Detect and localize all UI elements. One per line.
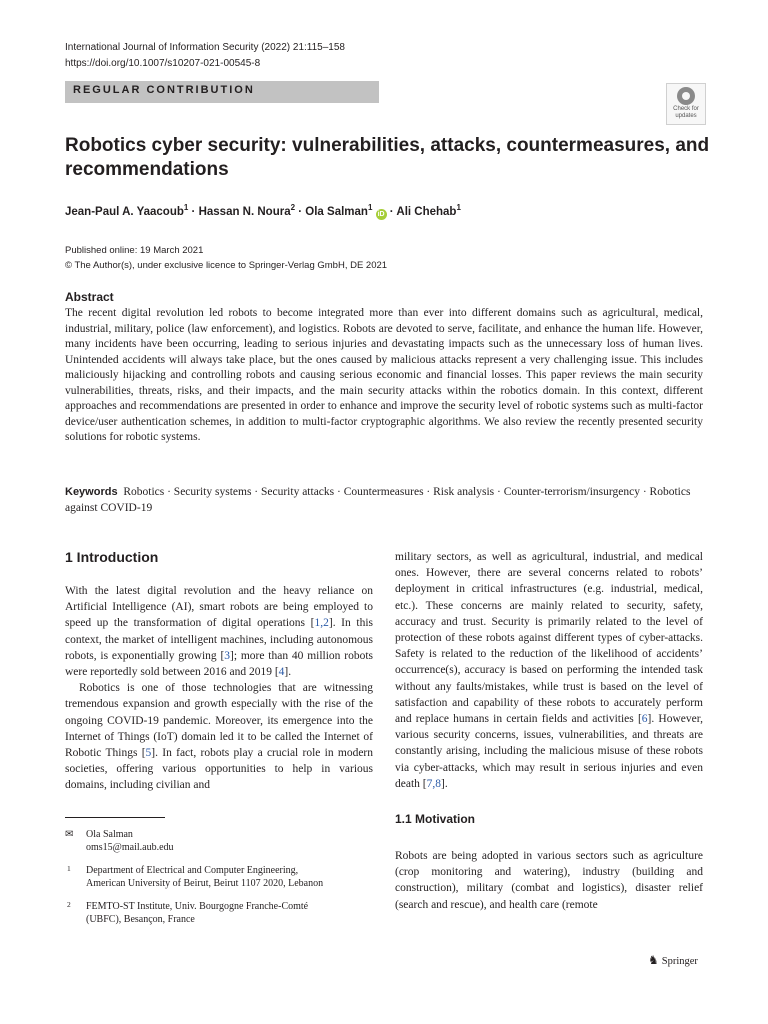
author-name: Ali Chehab [396,205,457,218]
keywords-list: Robotics · Security systems · Security attacks · Countermeasures · Risk analysis · Counter-terrorism/insurgency · Robotics against COVID-19 [65,486,691,514]
body-text: ]. [440,777,448,790]
author-name: Ola Salman [305,205,368,218]
crossmark-text-2: updates [675,113,697,119]
affiliation-number: 1 [67,864,71,873]
crossmark-text-1: Check for [673,106,699,112]
right-column [395,549,703,913]
author-separator: · [295,205,306,218]
author-affiliation-mark: 1 [183,203,189,212]
footnote-divider [65,817,165,818]
subsection-heading-motivation: 1.1 Motivation [395,812,476,827]
abstract-heading: Abstract [65,290,114,304]
author-name: Jean-Paul A. Yaacoub [65,205,184,218]
journal-citation [65,40,345,72]
corresponding-author-email[interactable]: oms15@mail.aub.edu [86,842,174,853]
author-list [65,203,461,220]
affiliation-line: FEMTO-ST Institute, Univ. Bourgogne Franche-Comté [86,901,309,912]
corresponding-author-name: Ola Salman [86,829,133,840]
journal-line: International Journal of Information Security (2022) 21:115–158 [65,42,345,53]
body-text: ]; more than 40 million robots were reportedly sold between 2016 and 2019 [ [65,649,373,679]
author-affiliation-mark: 1 [367,203,373,212]
section-heading-introduction: 1 Introduction [65,549,159,565]
article-type-label: REGULAR CONTRIBUTION [73,84,255,96]
doi-link[interactable]: https://doi.org/10.1007/s10207-021-00545-8 [65,58,261,69]
author-affiliation-mark: 2 [290,203,296,212]
motivation-paragraph: Robots are being adopted in various sectors such as agriculture (crop monitoring and watering), industry (building and construction), military (combat and logistics), disaster relief (search and rescue), and health care (remote [395,850,703,911]
copyright-notice: © The Author(s), under exclusive licence to Springer-Verlag GmbH, DE 2021 [65,260,388,271]
publication-info [65,243,387,273]
article-type-banner [65,81,379,103]
author-affiliation-mark: 1 [456,203,461,212]
keywords-label: Keywords [65,486,118,498]
body-text: ]. In this context, the market of intelligent machines, including autonomous robots, is exponentially growing [ [65,617,373,662]
corresponding-author-note [65,828,373,854]
footnotes [65,828,373,936]
crossmark-badge[interactable] [666,83,706,125]
citation-link[interactable]: 3 [224,649,231,662]
affiliation-number: 2 [67,900,71,909]
intro-paragraph-continued [395,549,703,792]
article-title: Robotics cyber security: vulnerabilities, attacks, countermeasures, and recommendations [65,135,710,180]
affiliation-note-2 [65,900,373,926]
affiliation-line: (UBFC), Besançon, France [86,914,195,925]
abstract-text: The recent digital revolution led robots to become integrated more than ever into different domains such as agricultural, medical, industrial, military, police (law enforcement), and logistics. Robots are devoted to serve, facilitate, and enhance the human life. However, many incidents have been occurring, leading to serious injuries and devastating impacts such as the unnecessary loss of human lives. Unintended accidents will always take place, but the ones caused by malicious attacks represent a very challenging issue. This includes maliciously hijacking and controlling robots and causing serious economic and financial losses. This paper reviews the main security vulnerabilities, threats, risks, and their impacts, and the main security attacks within the robotics domain. In this context, different approaches and recommendations are presented in order to enhance and improve the security level of robotic systems such as multi-factor device/user authentication schemes, in addition to multi-factor cryptographic algorithms. We also review the recently presented security solutions for robotic systems. [65,307,703,443]
intro-paragraph-2 [65,680,373,793]
affiliation-note-1 [65,864,373,890]
author-name: Hassan N. Noura [198,205,291,218]
author-separator: · [188,205,199,218]
affiliation-line: Department of Electrical and Computer Engineering, [86,865,299,876]
citation-link[interactable]: 5 [145,747,152,760]
left-column [65,549,373,794]
body-text: ]. [284,666,292,679]
crossmark-icon [677,87,695,105]
body-text: ]. However, various security concerns, issues, vulnerabilities, and threats are constantly arising, including the malicious misuse of these robots via cyber-attacks, which may result in serious injuries and even death [ [395,713,703,790]
body-text: ]. In fact, robots play a crucial role in modern societies, offering various opportunities to help in various domains, including civilian and [65,747,374,792]
body-text: Robotics is one of those technologies that are witnessing tremendous expansion and growth especially with the rise of the ongoing COVID-19 pandemic. Moreover, its emergence into the Internet of Things (IoT) domain led it to be called the Internet of Robotic Things [ [65,682,373,760]
springer-horse-icon: ♞ [648,953,659,967]
keywords [65,485,715,516]
author-separator: · [386,205,397,218]
citation-link[interactable]: 7,8 [426,777,441,790]
published-date: Published online: 19 March 2021 [65,245,204,256]
citation-link[interactable]: 6 [641,713,648,726]
publisher-name: Springer [661,956,698,967]
citation-link[interactable]: 4 [278,666,285,679]
citation-link[interactable]: 1,2 [314,617,329,630]
body-text: military sectors, as well as agricultural, industrial, and medical ones. However, there are several concerns related to robots’ deployment in critical infrastructures (e.g. industrial, medical, etc.). These concerns are mainly related to security, safety, accuracy and trust. Security is primarily related to the level of protection of these robots against different types of cyber-attacks. Safety is related to the reduction of the likelihood of accidents’ occurrence(s), accuracy is based on performing the intended task without any faults/mistakes, while trust is based on the level of satisfaction and capability of these robots to accurately perform and replace humans in certain fields and activities [ [395,551,703,726]
envelope-icon: ✉ [65,829,74,840]
orcid-icon[interactable]: iD [377,210,385,218]
body-text: With the latest digital revolution and the heavy reliance on Artificial Intelligence (AI), smart robots are being employed to speed up the transformation of digital operations [ [65,585,373,630]
publisher-logo [648,953,698,968]
intro-paragraph-1 [65,583,373,680]
affiliation-line: American University of Beirut, Beirut 1107 2020, Lebanon [86,878,324,889]
